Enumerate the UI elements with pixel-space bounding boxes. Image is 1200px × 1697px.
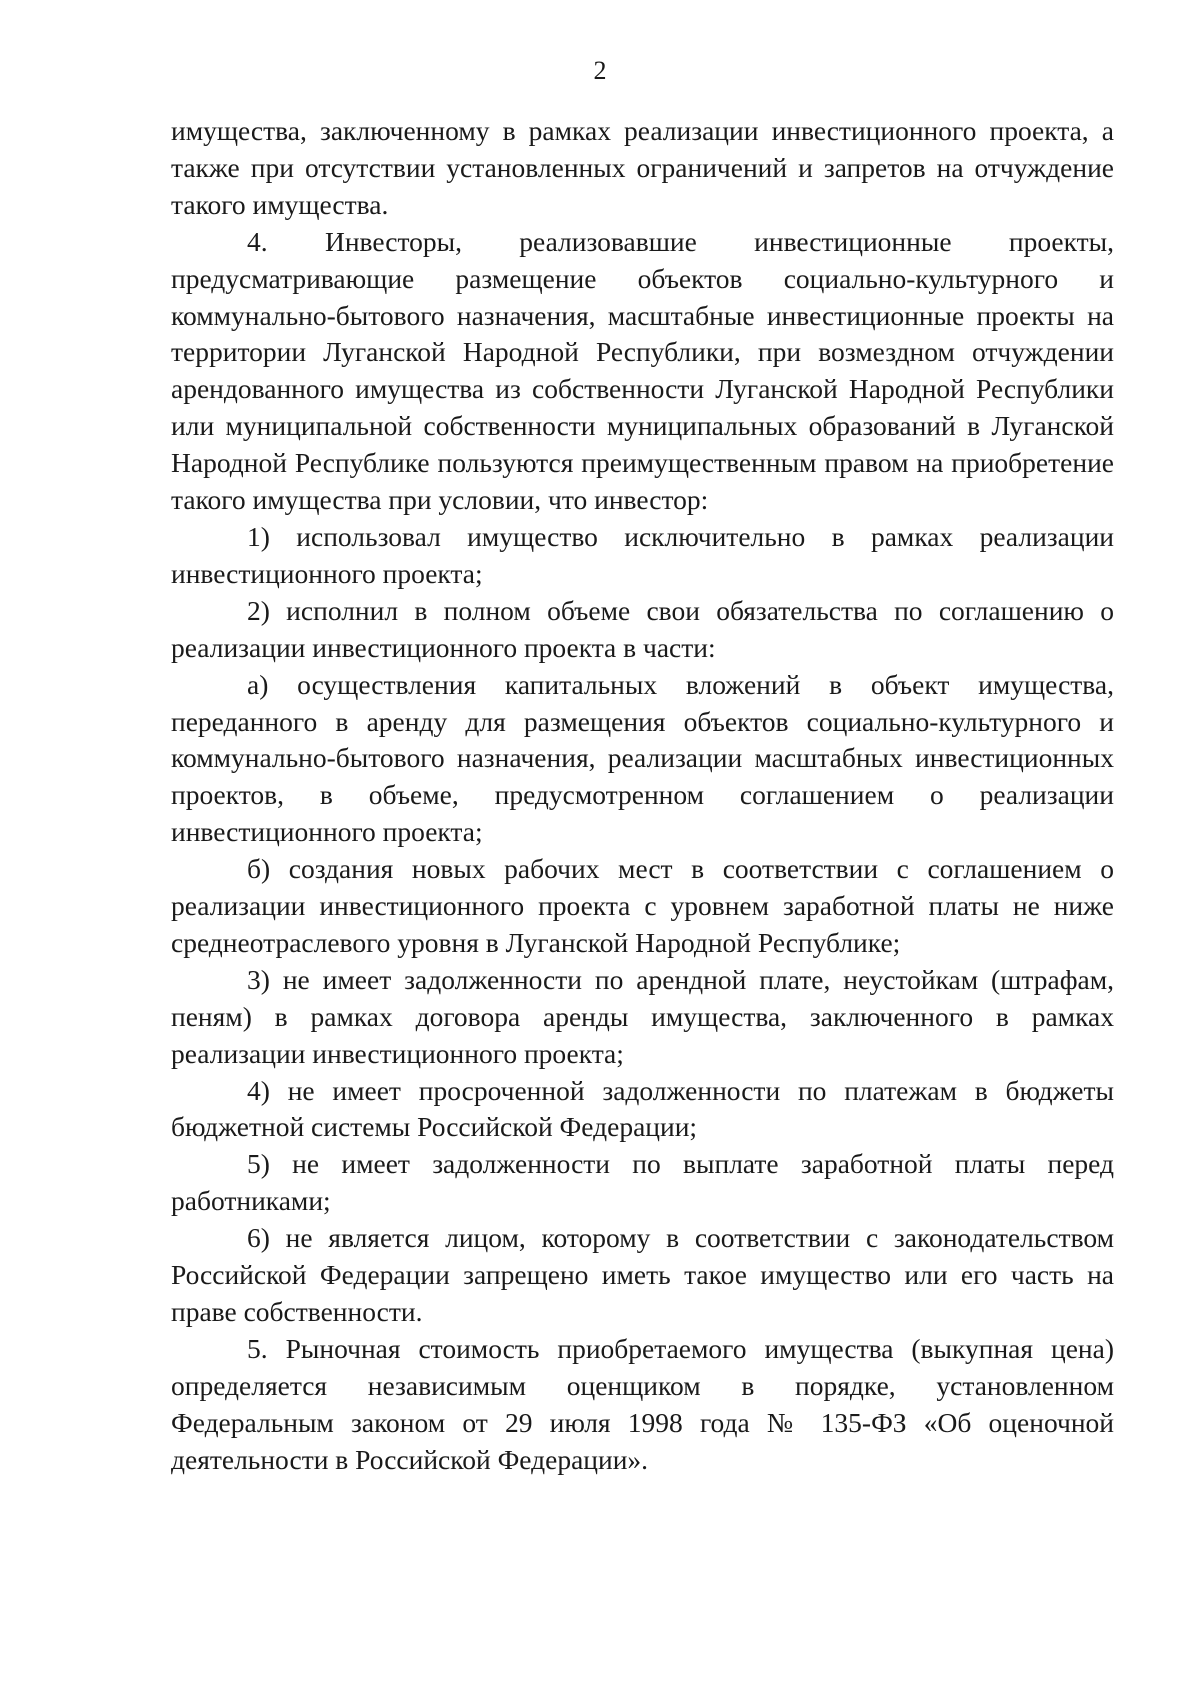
paragraph-p5: 5. Рыночная стоимость приобретаемого имущества (выкупная цена) определяется независимым оценщиком в порядке, установленном Федеральным законом от 29 июля 1998 года № 135-ФЗ «Об оценочной деятельности в Российской Федерации».: [171, 1332, 1114, 1475]
paragraph-p4-2b: б) создания новых рабочих мест в соответствии с соглашением о реализации инвестиционного проекта с уровнем заработной платы не ниже среднеотраслевого уровня в Луганской Народной Республике;: [171, 853, 1114, 958]
page-number: 2: [593, 56, 607, 85]
paragraph-p4-6: 6) не является лицом, которому в соответствии с законодательством Российской Федерации запрещено иметь такое имущество или его часть на праве собственности.: [171, 1222, 1114, 1327]
paragraph-p4-4: 4) не имеет просроченной задолженности по платежам в бюджеты бюджетной системы Российской Федерации;: [171, 1074, 1114, 1143]
paragraph-p4-5: 5) не имеет задолженности по выплате заработной платы перед работниками;: [171, 1148, 1114, 1217]
paragraph-p4-2: 2) исполнил в полном объеме свои обязательства по соглашению о реализации инвестиционного проекта в части:: [171, 594, 1114, 663]
paragraph-p4-2a: а) осуществления капитальных вложений в объект имущества, переданного в аренду для размещения объектов социально-культурного и коммунально-бытового назначения, реализации масштабных инвестиционных проектов, в объеме, предусмотренном соглашением о реализации инвестиционного проекта;: [171, 668, 1114, 848]
paragraph-p4-3: 3) не имеет задолженности по арендной плате, неустойкам (штрафам, пеням) в рамках договора аренды имущества, заключенного в рамках реализации инвестиционного проекта;: [171, 963, 1114, 1069]
paragraph-cont: имущества, заключенному в рамках реализации инвестиционного проекта, а также при отсутствии установленных ограничений и запретов на отчуждение такого имущества.: [171, 115, 1114, 220]
paragraph-p4: 4. Инвесторы, реализовавшие инвестиционные проекты, предусматривающие размещение объектов социально-культурного и коммунально-бытового назначения, масштабные инвестиционные проекты на территории Луганской Народной Республики, при возмездном отчуждении арендованного имущества из собственности Луганской Народной Республики или муниципальной собственности муниципальных образований в Луганской Народной Республике пользуются преимущественным правом на приобретение такого имущества при условии, что инвестор:: [171, 225, 1114, 516]
paragraph-p4-1: 1) использовал имущество исключительно в рамках реализации инвестиционного проекта;: [171, 520, 1114, 589]
document-body: [171, 113, 1114, 1479]
